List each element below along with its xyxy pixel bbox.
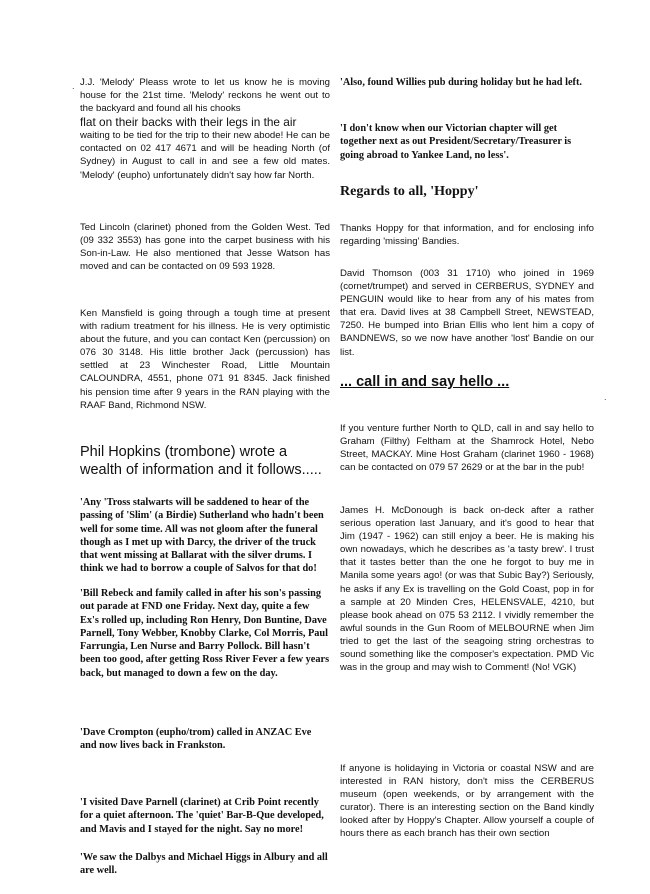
ken-mansfield-paragraph: Ken Mansfield is going through a tough time at present with radium treatment for his illness. He is very optimistic about the future, and you can contact Ken (percussion) on 076 30 3148. His little brother Jack (percussion) has settled at 23 Winchester Road, Little Mountain CALOUNDRA, 4551, phone 071 91 8345. Jack finished his pension time after 9 years in the RAN playing with the RAAF Band, Richmond NSW. — [80, 308, 330, 411]
melody-text-c: waiting to be tied for the trip to their new abode! He can be contacted on 02 417 4671 and will be heading North (of Sydney) in August to call in and see a few old mates. 'Melody' (eupho) unfortunately didn't say how far North. — [80, 130, 330, 181]
melody-text-b: flat on their backs with their legs in the air — [80, 115, 297, 130]
regards-heading: Regards to all, 'Hoppy' — [340, 184, 479, 199]
james-mcdonough-paragraph: James H. McDonough is back on-deck after a rather serious operation last January, and it's good to hear that Jim (1947 - 1962) can still enjoy a beer. He is making his own nowadays, which he describes as 'a tasty brew'. I trust that it tastes better than the one he forgot to buy me in Manila some years ago! (or was that Subic Bay?) Seriously, he asks if any Ex is travelling on the Gold Coast, pop in for a sample at 20 Minden Cres, HELENSVALE, 4210, but please book ahead on 075 53 2112. I vividly remember the awful sounds in the Gun Room of MELBOURNE when Jim tried to get the last of the seagoing string orchestras to sound something like the composer's expectation. PMD Vic was in the group and may wish to Comment! (No! VGK) — [340, 505, 594, 674]
thanks-paragraph: Thanks Hoppy for that information, and for enclosing info regarding 'missing' Bandies. — [340, 223, 594, 248]
phil-hopkins-heading: Phil Hopkins (trombone) wrote a wealth of information and it follows..... — [80, 444, 322, 478]
victorian-chapter-paragraph: 'I don't know when our Victorian chapter will get together next as out President/Secretary/Treasurer is going abroad to Yankee Land, no less'. — [340, 123, 572, 161]
melody-paragraph — [80, 76, 330, 182]
ted-lincoln-paragraph: Ted Lincoln (clarinet) phoned from the Golden West. Ted (09 332 3553) has gone into the carpet business with his Son-in-Law. He also mentioned that Jesse Watson has moved and can be contacted on 09 593 1928. — [80, 222, 330, 273]
qld-paragraph: If you venture further North to QLD, call in and say hello to Graham (Filthy) Feltham at the Shamrock Hotel, Nebo Street, MACKAY. Mine Host Graham (clarinet 1960 - 1968) can be contacted on 079 57 2629 or at the bar in the pub! — [340, 423, 594, 474]
melody-text-a: J.J. 'Melody' Pleass wrote to let us know he is moving house for the 21st time. 'Melody' reckons he went out to the backyard and found all his chooks — [80, 77, 330, 115]
crib-point-paragraph: 'I visited Dave Parnell (clarinet) at Crib Point recently for a quiet afternoon. The 'quiet' Bar-B-Que developed, and Mavis and I stayed for the night. Say no more! — [80, 797, 324, 835]
museum-paragraph: If anyone is holidaying in Victoria or coastal NSW and are interested in RAN history, don't miss the CERBERUS museum (open weekends, or by arrangement with the curator). There is an interesting section on the Band kindly looked after by Hoppy's Chapter. Allow yourself a couple of hours there as each branch has their own section — [340, 763, 594, 840]
david-thomson-paragraph: David Thomson (003 31 1710) who joined in 1969 (cornet/trumpet) and served in CERBERUS, SYDNEY and PENGUIN would like to hear from any of his mates from that era. David lives at 38 Campbell Street, NEWSTEAD, 7250. He bumped into Brian Ellis who lent him a copy of BANDNEWS, so we now have another 'lost' Bandie on our list. — [340, 268, 594, 358]
call-in-heading: ... call in and say hello ... — [340, 374, 510, 390]
stray-dot: . — [72, 81, 75, 91]
tross-paragraph: 'Any 'Tross stalwarts will be saddened to hear of the passing of 'Slim' (a Birdie) Sutherland who hadn't been well for some time. All was not gloom after the funeral though as I met up with Darcy, the driver of the truck that went missing at Ballarat with the silver drums. I think we had to borrow a couple of Salvos for that do! — [80, 497, 324, 575]
willies-pub-paragraph: 'Also, found Willies pub during holiday but he had left. — [340, 77, 582, 88]
stray-dot: . — [604, 392, 607, 402]
dave-crompton-paragraph: 'Dave Crompton (eupho/trom) called in ANZAC Eve and now lives back in Frankston. — [80, 727, 312, 752]
bill-rebeck-paragraph: 'Bill Rebeck and family called in after his son's passing out parade at FND one Friday. Next day, quite a few Ex's rolled up, including Ron Henry, Don Buntine, Dave Parnell, Tony Webber, Knobby Clarke, Col Morris, Paul Farrungia, Len Nurse and Barry Pollock. Bill hasn't been too good, after getting Ross River Fever a few years back, but managed to down a few on the day. — [80, 588, 330, 679]
dalbys-paragraph: 'We saw the Dalbys and Michael Higgs in Albury and all are well. — [80, 852, 328, 877]
